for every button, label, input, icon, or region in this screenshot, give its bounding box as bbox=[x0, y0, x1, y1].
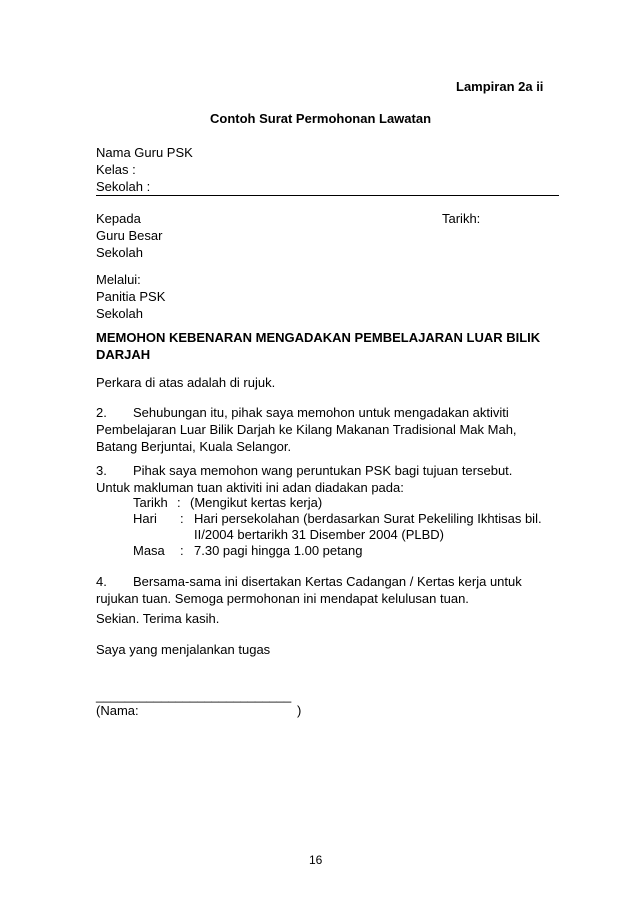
schedule-masa-value: 7.30 pagi hingga 1.00 petang bbox=[194, 543, 363, 558]
recipient-block bbox=[96, 210, 162, 261]
sign-off bbox=[96, 641, 270, 658]
schedule-tarikh-value: (Mengikut kertas kerja) bbox=[190, 495, 323, 510]
schedule-tarikh-label: Tarikh bbox=[133, 495, 168, 510]
subject-block bbox=[96, 329, 540, 363]
page-number: 16 bbox=[309, 853, 323, 867]
schedule-masa-sep: : bbox=[180, 543, 184, 558]
paragraph-3 bbox=[96, 462, 512, 496]
paragraph-3-line1: Pihak saya memohon wang peruntukan PSK bagi tujuan tersebut. bbox=[133, 463, 513, 478]
schedule-masa-label: Masa bbox=[133, 543, 165, 558]
via-line2: Sekolah bbox=[96, 306, 143, 321]
recipient-line1: Guru Besar bbox=[96, 228, 163, 243]
via-block bbox=[96, 271, 165, 322]
subject-line2: DARJAH bbox=[96, 347, 151, 362]
paragraph-1-text: Perkara di atas adalah di rujuk. bbox=[96, 375, 276, 390]
paragraph-4 bbox=[96, 573, 522, 607]
signature-line: ___________________________ bbox=[96, 688, 292, 703]
paragraph-2-number: 2. bbox=[96, 405, 107, 420]
separator-line bbox=[96, 195, 559, 196]
closing-text: Sekian. Terima kasih. bbox=[96, 611, 220, 626]
subject-line1: MEMOHON KEBENARAN MENGADAKAN PEMBELAJARAN LUAR BILIK bbox=[96, 330, 541, 345]
sender-school: Sekolah : bbox=[96, 179, 151, 194]
closing bbox=[96, 610, 219, 627]
paragraph-4-line1: Bersama-sama ini disertakan Kertas Cadangan / Kertas kerja untuk bbox=[133, 574, 522, 589]
paragraph-2-line2: Pembelajaran Luar Bilik Darjah ke Kilang Makanan Tradisional Mak Mah, bbox=[96, 422, 517, 437]
sender-class: Kelas : bbox=[96, 162, 136, 177]
paragraph-2-line3: Batang Berjuntai, Kuala Selangor. bbox=[96, 439, 292, 454]
schedule-tarikh-sep: : bbox=[177, 495, 181, 510]
paragraph-4-line2: rujukan tuan. Semoga permohonan ini mendapat kelulusan tuan. bbox=[96, 591, 469, 606]
paragraph-2 bbox=[96, 404, 517, 455]
date-label: Tarikh: bbox=[442, 211, 481, 226]
via-label: Melalui: bbox=[96, 272, 141, 287]
recipient-line2: Sekolah bbox=[96, 245, 143, 260]
paragraph-3-line2: Untuk makluman tuan aktiviti ini adan diadakan pada: bbox=[96, 480, 404, 495]
signature-name-open: (Nama: bbox=[96, 703, 139, 718]
sender-name: Nama Guru PSK bbox=[96, 145, 193, 160]
schedule-hari-value2: II/2004 bertarikh 31 Disember 2004 (PLBD) bbox=[194, 527, 445, 542]
letter-title: Contoh Surat Permohonan Lawatan bbox=[210, 111, 432, 126]
schedule-hari-label: Hari bbox=[133, 511, 157, 526]
paragraph-2-line1: Sehubungan itu, pihak saya memohon untuk mengadakan aktiviti bbox=[133, 405, 509, 420]
sign-off-text: Saya yang menjalankan tugas bbox=[96, 642, 271, 657]
paragraph-4-number: 4. bbox=[96, 574, 107, 589]
appendix-label: Lampiran 2a ii bbox=[456, 79, 544, 94]
paragraph-3-number: 3. bbox=[96, 463, 107, 478]
sender-block bbox=[96, 144, 193, 195]
via-line1: Panitia PSK bbox=[96, 289, 166, 304]
recipient-to: Kepada bbox=[96, 211, 141, 226]
paragraph-1 bbox=[96, 374, 275, 391]
schedule-hari-value1: Hari persekolahan (berdasarkan Surat Pekeliling Ikhtisas bil. bbox=[194, 511, 542, 526]
signature-name-close: ) bbox=[297, 703, 302, 718]
schedule-hari-sep: : bbox=[180, 511, 184, 526]
